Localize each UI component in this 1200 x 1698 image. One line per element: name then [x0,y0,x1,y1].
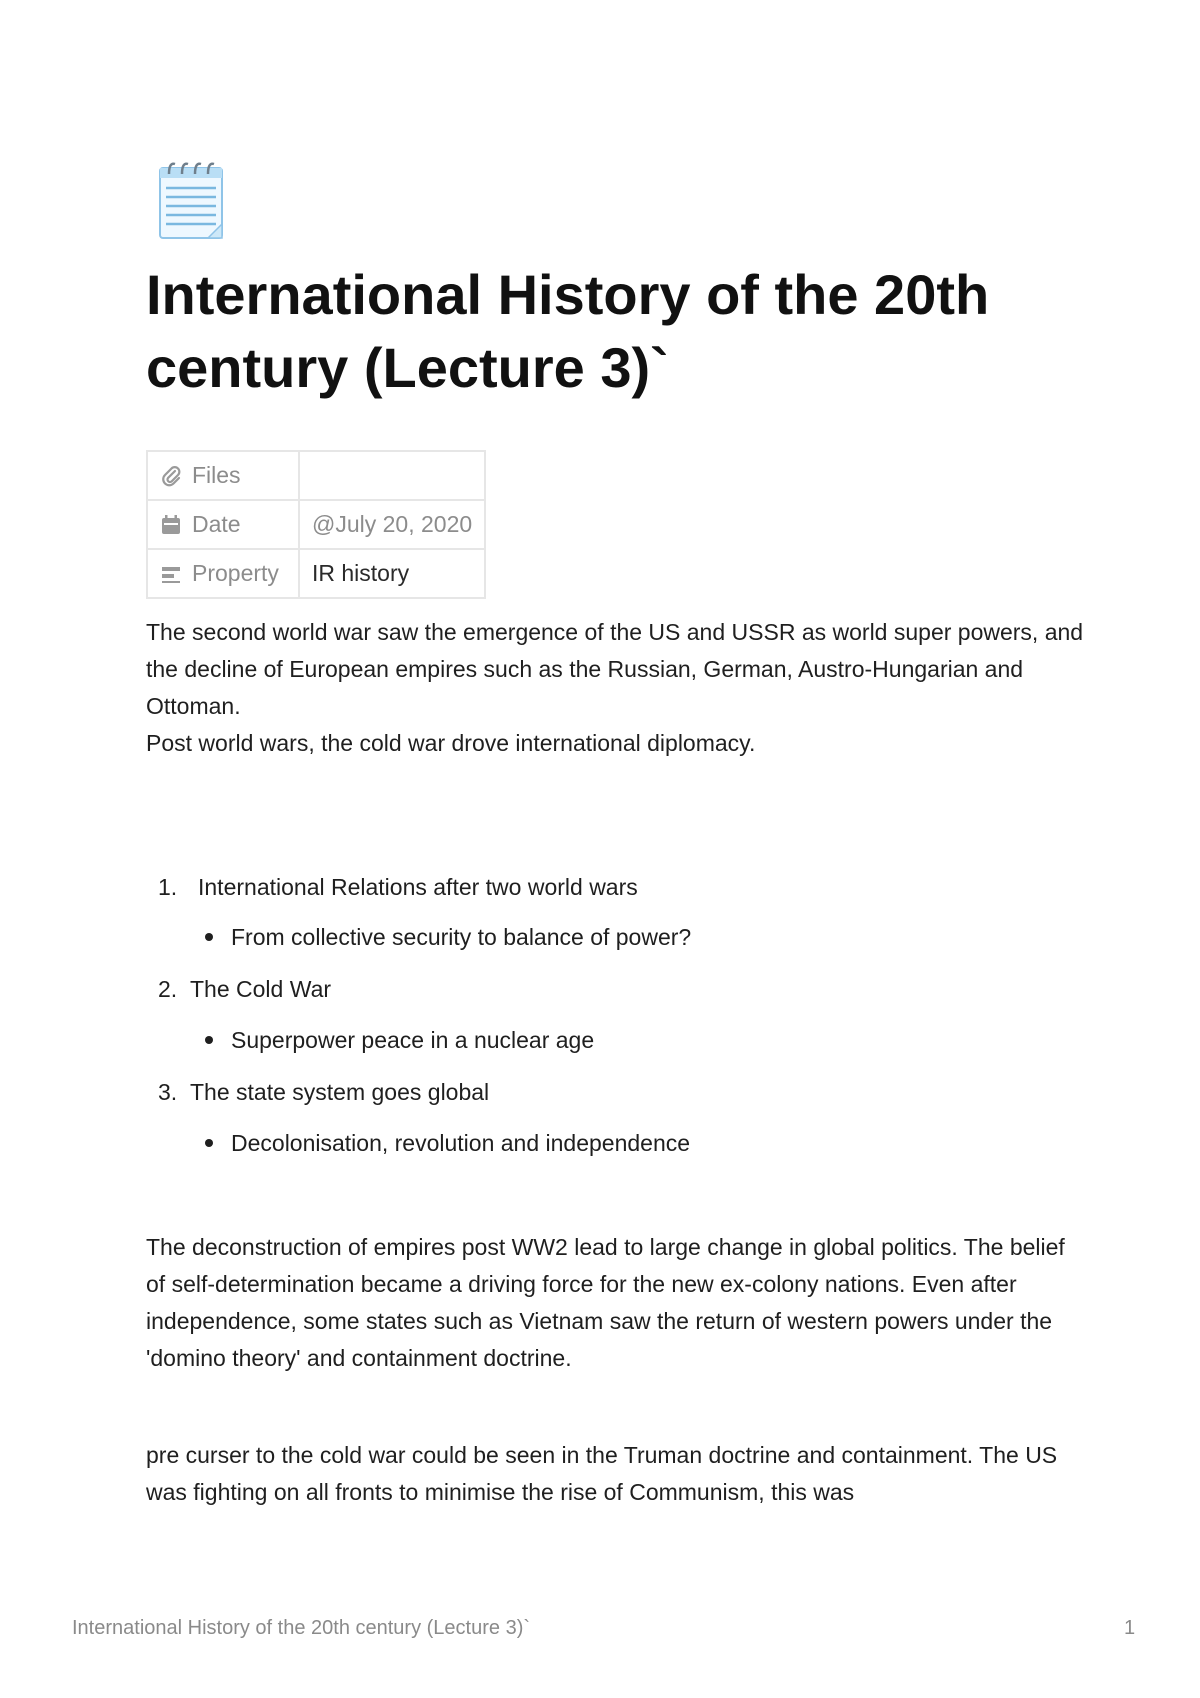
body-paragraph-1: The deconstruction of empires post WW2 lead to large change in global politics. The belief of self-determination became a driving force for the new ex-colony nations. Even after independence, some states such as Vietnam saw the return of western powers under the 'domino theory' and containment doctrine. [146,1234,1065,1371]
property-key-label: Files [192,462,241,488]
property-key-date [147,500,299,549]
outline-number: 1. [158,874,178,900]
body-paragraph-2: pre curser to the cold war could be seen in the Truman doctrine and containment. The US was fighting on all fronts to minimise the rise of Communism, this was [146,1442,1058,1505]
outline-subtext: Superpower peace in a nuclear age [231,1027,595,1053]
outline-number: 3. [158,1079,178,1105]
outline-text: International Relations after two world wars [198,874,638,900]
bullet-icon [205,933,213,941]
paperclip-icon [160,465,182,487]
outline-item-1 [158,872,638,902]
footer-title: International History of the 20th century (Lecture 3)` [72,1617,531,1639]
outline-subitem-2 [205,1025,594,1055]
outline-subtext: Decolonisation, revolution and independence [231,1130,691,1156]
property-value-files[interactable] [299,451,485,500]
bullet-icon [205,1036,213,1044]
outline-subitem-1 [205,922,691,952]
text-property-icon [160,563,182,585]
property-key-files [147,451,299,500]
outline-text: The state system goes global [190,1079,490,1105]
intro-paragraph-1: The second world war saw the emergence of the US and USSR as world super powers, and the decline of European empires such as the Russian, German, Austro-Hungarian and Ottoman. [146,619,1084,719]
outline-subitem-3 [205,1128,690,1158]
property-key-label: Property [192,560,279,586]
outline-item-3 [158,1077,489,1107]
outline-text: The Cold War [190,976,332,1002]
outline-number: 2. [158,976,178,1002]
outline-subtext: From collective security to balance of power? [231,924,692,950]
property-value-property[interactable]: IR history [299,549,485,598]
bullet-icon [205,1139,213,1147]
intro-paragraph-2: Post world wars, the cold war drove international diplomacy. [146,730,756,756]
page-title: International History of the 20th century (Lecture 3)` [146,263,990,399]
calendar-icon [160,514,182,536]
property-row-property [147,549,485,598]
property-value-date[interactable]: @July 20, 2020 [299,500,485,549]
property-row-date [147,500,485,549]
property-key-property [147,549,299,598]
properties-table [146,450,486,599]
property-key-label: Date [192,511,241,537]
property-row-files [147,451,485,500]
notepad-icon [156,156,228,242]
outline-item-2 [158,974,331,1004]
footer-page-number: 1 [1124,1617,1136,1639]
